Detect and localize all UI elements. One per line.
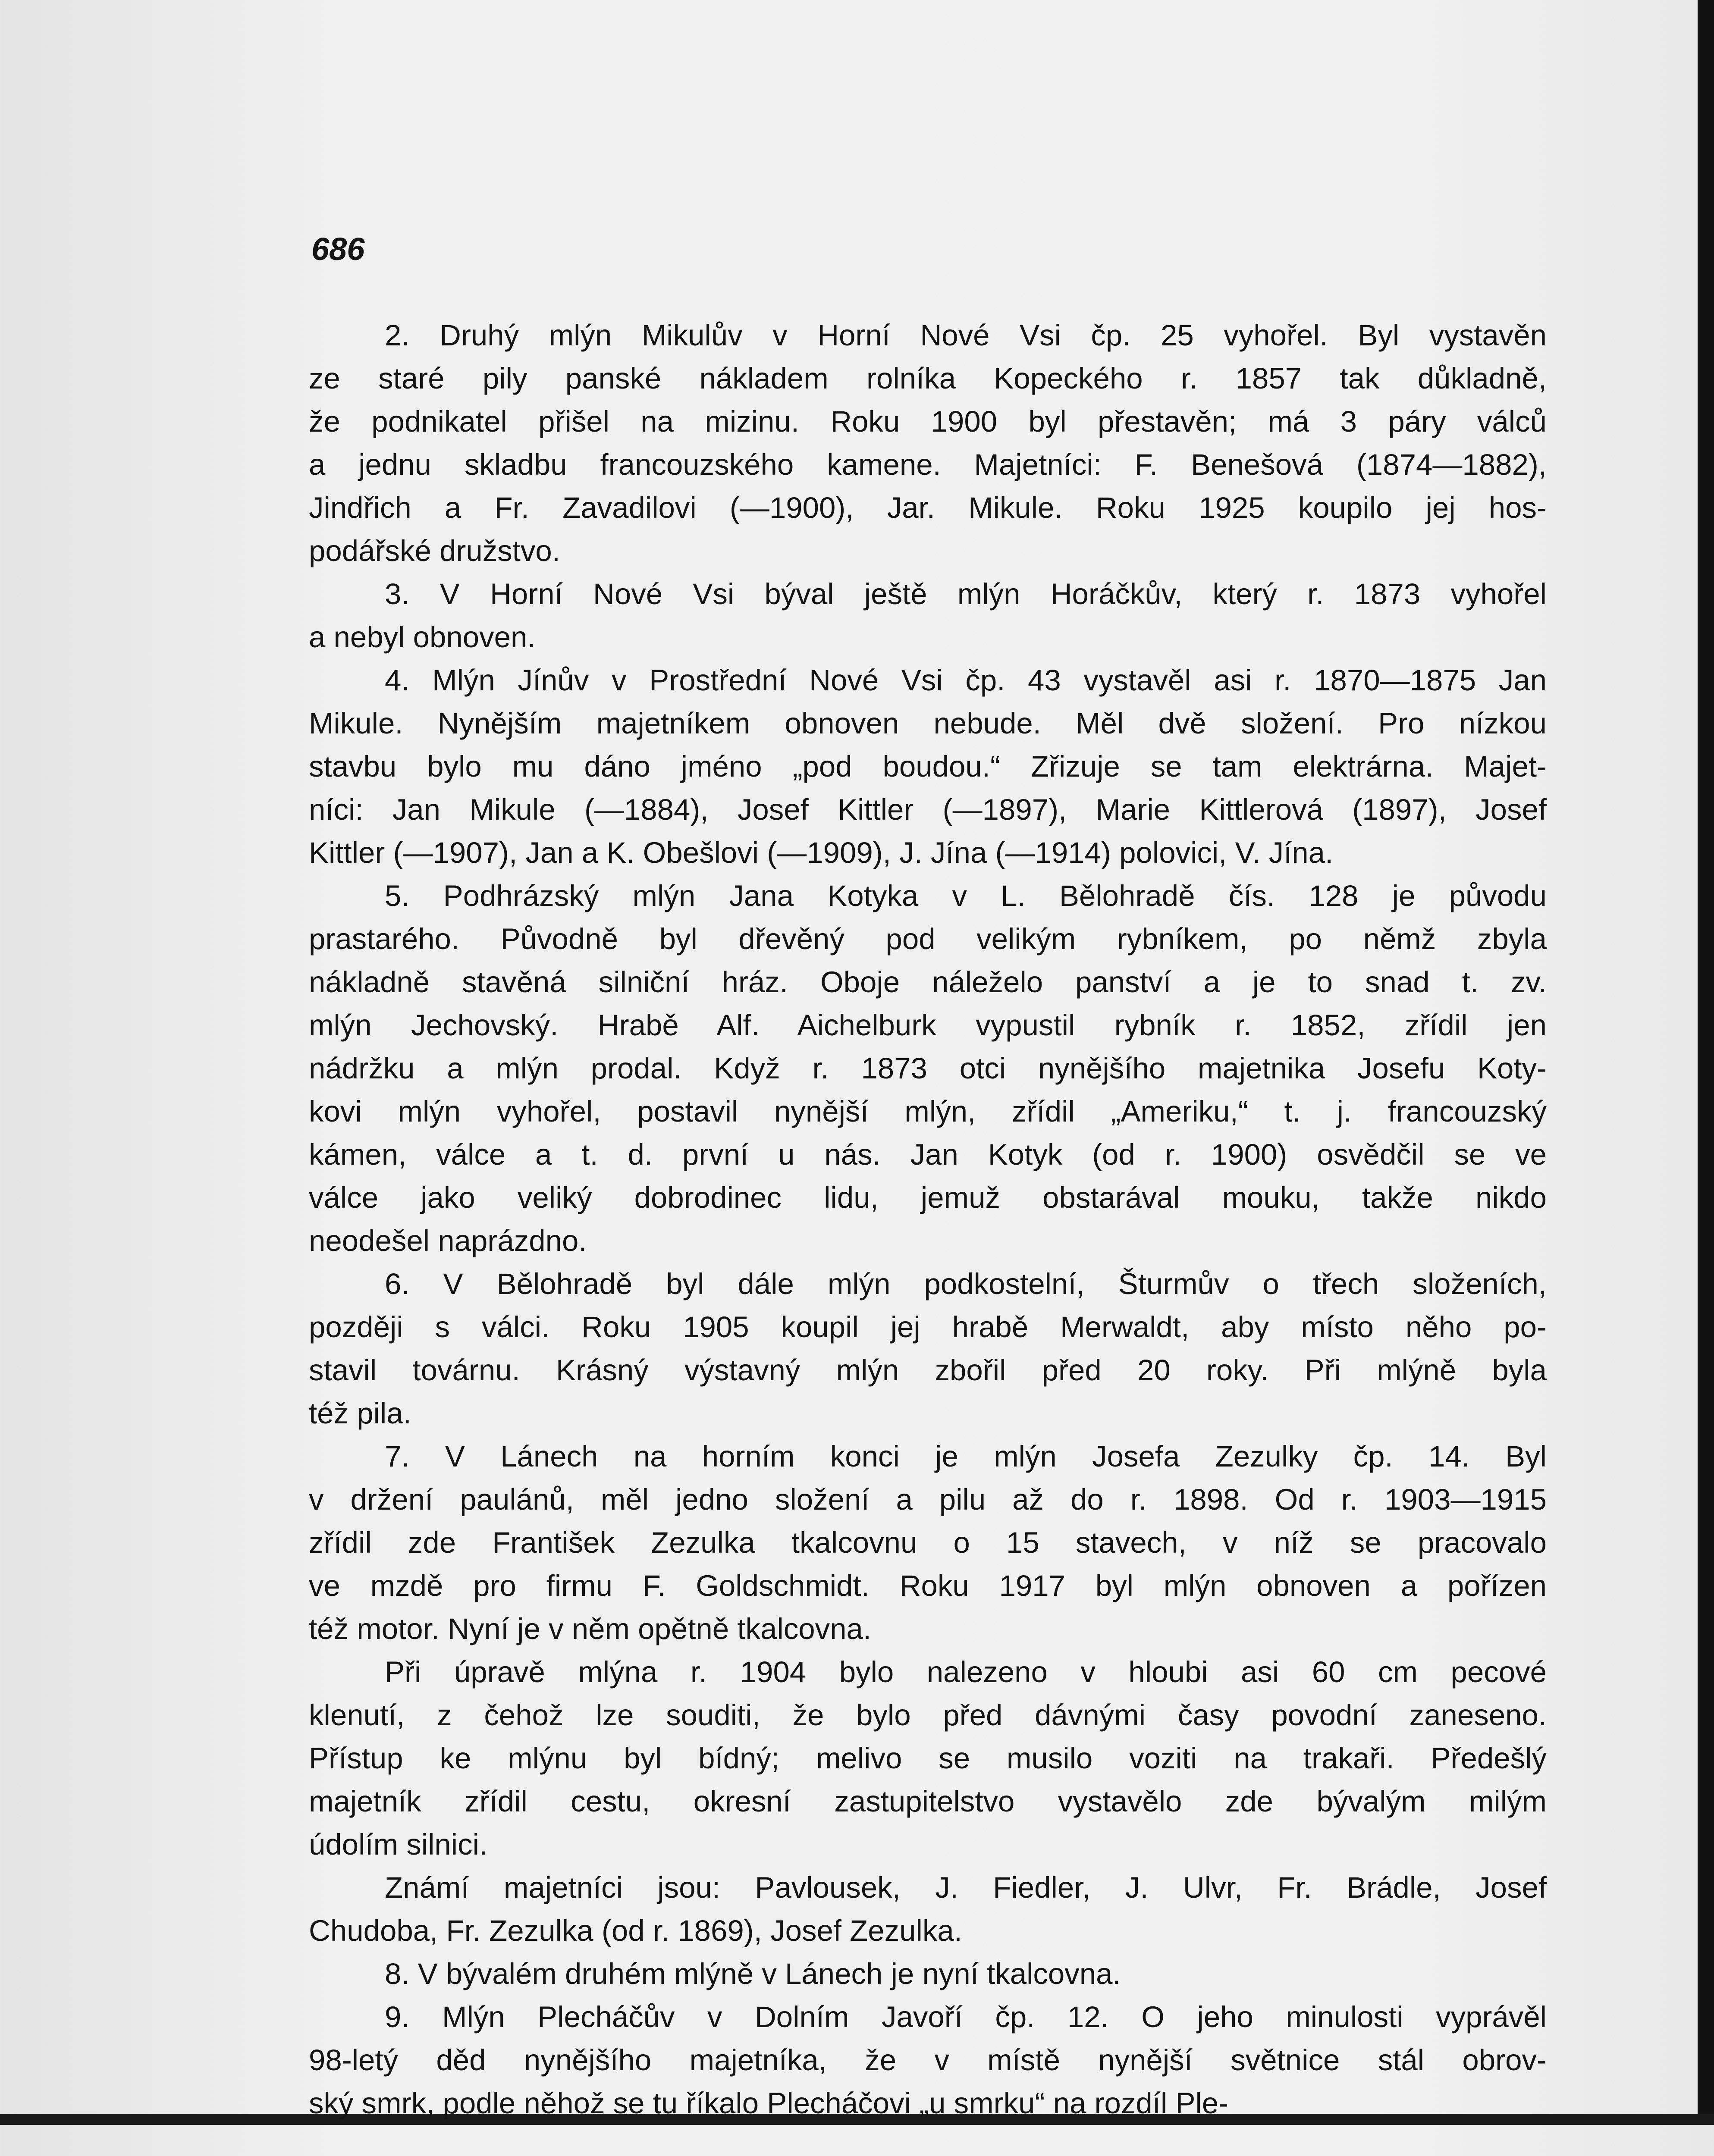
text-line: 7. V Lánech na horním konci je mlýn Josefa Zezulky čp. 14. Byl [385, 1440, 1547, 1473]
text-line: prastarého. Původně byl dřevěný pod velikým rybníkem, po němž zbyla [309, 922, 1547, 956]
text-line: též motor. Nyní je v něm opětně tkalcovna. [309, 1612, 871, 1645]
text-line: zřídil zde František Zezulka tkalcovnu o 15 stavech, v níž se pracovalo [309, 1526, 1547, 1559]
text-line: Mikule. Nynějším majetníkem obnoven nebude. Měl dvě složení. Pro nízkou [309, 707, 1547, 740]
paragraph [309, 573, 1547, 659]
paragraph [309, 1866, 1547, 1952]
text-line: 8. V bývalém druhém mlýně v Lánech je nyní tkalcovna. [385, 1957, 1121, 1990]
text-line: 4. Mlýn Jínův v Prostřední Nové Vsi čp. 43 vystavěl asi r. 1870—1875 Jan [385, 664, 1547, 697]
text-line: podářské družstvo. [309, 534, 560, 567]
text-line: kovi mlýn vyhořel, postavil nynější mlýn, zřídil „Ameriku,“ t. j. francouzský [309, 1095, 1547, 1128]
text-line: níci: Jan Mikule (—1884), Josef Kittler (—1897), Marie Kittlerová (1897), Josef [309, 793, 1547, 826]
text-line: Kittler (—1907), Jan a K. Obešlovi (—1909), J. Jína (—1914) polovici, V. Jína. [309, 836, 1334, 869]
text-line: později s válci. Roku 1905 koupil jej hrabě Merwaldt, aby místo něho po- [309, 1310, 1547, 1344]
paragraph [309, 1651, 1547, 1866]
text-line: Známí majetníci jsou: Pavlousek, J. Fiedler, J. Ulvr, Fr. Brádle, Josef [385, 1871, 1547, 1904]
text-line: kámen, válce a t. d. první u nás. Jan Kotyk (od r. 1900) osvědčil se ve [309, 1138, 1547, 1171]
text-line: 2. Druhý mlýn Mikulův v Horní Nové Vsi čp. 25 vyhořel. Byl vystavěn [385, 319, 1547, 352]
text-line: 98-letý děd nynějšího majetníka, že v místě nynější světnice stál obrov- [309, 2043, 1547, 2077]
paragraph [309, 1952, 1547, 1996]
text-line: neodešel naprázdno. [309, 1224, 587, 1257]
text-line: 9. Mlýn Plecháčův v Dolním Javoří čp. 12. O jeho minulosti vyprávěl [385, 2000, 1547, 2034]
text-line: že podnikatel přišel na mizinu. Roku 1900 byl přestavěn; má 3 páry válců [309, 405, 1547, 438]
text-line: a nebyl obnoven. [309, 620, 536, 654]
page-number: 686 [311, 231, 365, 267]
text-line: ský smrk, podle něhož se tu říkalo Plecháčovi „u smrku“ na rozdíl Ple- [309, 2087, 1229, 2120]
paragraph [309, 314, 1547, 573]
text-line: 6. V Bělohradě byl dále mlýn podkostelní, Šturmův o třech složeních, [385, 1267, 1547, 1300]
text-line: válce jako veliký dobrodinec lidu, jemuž obstarával mouku, takže nikdo [309, 1181, 1547, 1214]
text-line: Přístup ke mlýnu byl bídný; melivo se musilo voziti na trakaři. Předešlý [309, 1742, 1547, 1775]
text-line: stavil továrnu. Krásný výstavný mlýn zbořil před 20 roky. Při mlýně byla [309, 1354, 1547, 1387]
text-line: Chudoba, Fr. Zezulka (od r. 1869), Josef Zezulka. [309, 1914, 962, 1947]
text-line: Jindřich a Fr. Zavadilovi (—1900), Jar. Mikule. Roku 1925 koupilo jej hos- [309, 491, 1547, 524]
paragraph [309, 1263, 1547, 1435]
text-line: nádržku a mlýn prodal. Když r. 1873 otci nynějšího majetnika Josefu Koty- [309, 1052, 1547, 1085]
paragraph [309, 659, 1547, 874]
text-line: mlýn Jechovský. Hrabě Alf. Aichelburk vypustil rybník r. 1852, zřídil jen [309, 1009, 1547, 1042]
body-text [309, 314, 1547, 2125]
text-line: stavbu bylo mu dáno jméno „pod boudou.“ Zřizuje se tam elektrárna. Majet- [309, 750, 1547, 783]
scanned-page [0, 231, 1714, 2125]
text-line: 5. Podhrázský mlýn Jana Kotyka v L. Bělohradě čís. 128 je původu [385, 879, 1547, 912]
text-line: nákladně stavěná silniční hráz. Oboje náleželo panství a je to snad t. zv. [309, 965, 1547, 999]
paragraph [309, 874, 1547, 1263]
text-line: 3. V Horní Nové Vsi býval ještě mlýn Horáčkův, který r. 1873 vyhořel [385, 577, 1547, 611]
paragraph [309, 1435, 1547, 1651]
text-line: klenutí, z čehož lze souditi, že bylo před dávnými časy povodní zaneseno. [309, 1698, 1547, 1732]
text-line: Při úpravě mlýna r. 1904 bylo nalezeno v hloubi asi 60 cm pecové [385, 1655, 1547, 1689]
text-line: ze staré pily panské nákladem rolníka Kopeckého r. 1857 tak důkladně, [309, 362, 1547, 395]
text-line: ve mzdě pro firmu F. Goldschmidt. Roku 1917 byl mlýn obnoven a pořízen [309, 1569, 1547, 1602]
text-line: též pila. [309, 1397, 411, 1430]
text-line: a jednu skladbu francouzského kamene. Majetníci: F. Benešová (1874—1882), [309, 448, 1547, 481]
text-line: v držení paulánů, měl jedno složení a pilu až do r. 1898. Od r. 1903—1915 [309, 1483, 1547, 1516]
text-line: údolím silnici. [309, 1828, 488, 1861]
paragraph [309, 1996, 1547, 2125]
text-line: majetník zřídil cestu, okresní zastupitelstvo vystavělo zde bývalým milým [309, 1785, 1547, 1818]
